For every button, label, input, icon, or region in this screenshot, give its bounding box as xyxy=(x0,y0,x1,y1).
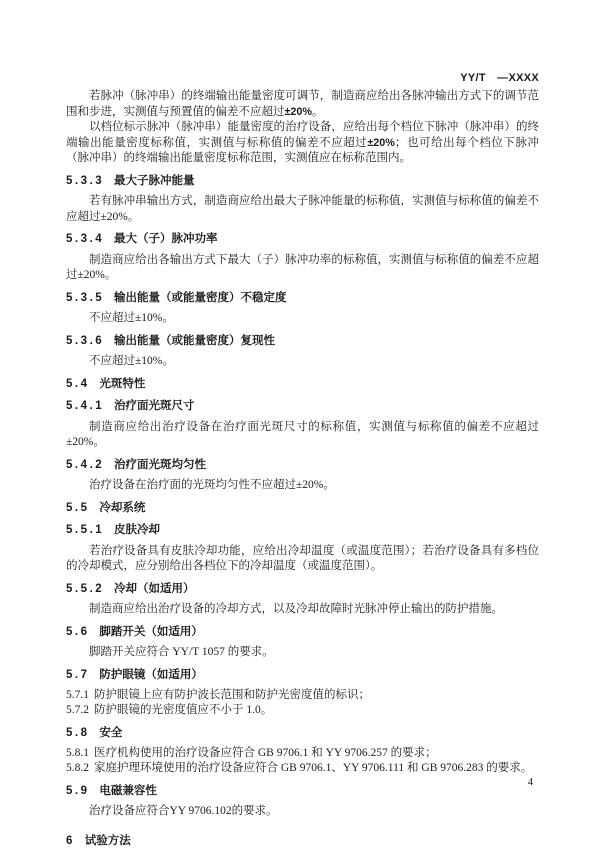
tolerance-value: ±20% xyxy=(284,105,313,118)
heading-title: 安全 xyxy=(99,726,123,739)
heading-number: 5.4 xyxy=(66,377,90,390)
intro-paragraph-2 xyxy=(66,120,539,167)
paragraph-text: 若脉冲（脉冲串）的终端输出能量密度可调节，制造商应给出各脉冲输出方式下的调节范围和步进，实测值与预置值的偏差不应超过 xyxy=(66,90,539,118)
section-body-5-3-3: 若有脉冲串输出方式，制造商应给出最大子脉冲能量的标称值，实测值与标称值的偏差不应超过±20%。 xyxy=(66,195,539,223)
doc-number-header: YY/T —XXXX xyxy=(460,72,539,84)
section-heading-5-4-2 xyxy=(66,458,539,474)
chapter-heading-6 xyxy=(66,834,539,848)
heading-number: 5.5 xyxy=(66,501,90,514)
section-heading-5-5-2 xyxy=(66,582,539,598)
section-body-5-3-4: 制造商应给出各输出方式下最大（子）脉冲功率的标称值，实测值与标称值的偏差不应超过±20%。 xyxy=(66,253,539,281)
section-heading-5-8 xyxy=(66,726,539,742)
section-body-5-5-2: 制造商应给出治疗设备的冷却方式，以及冷却故障时光脉冲停止输出的防护措施。 xyxy=(89,603,503,615)
clause-line-5-8-2 xyxy=(66,761,539,776)
heading-number: 5.9 xyxy=(66,784,90,797)
section-heading-5-3-5 xyxy=(66,291,539,307)
heading-title: 治疗面光斑均匀性 xyxy=(114,458,206,471)
section-heading-5-9 xyxy=(66,784,539,800)
paragraph-text: ；也可给出每个档位下脉冲（脉冲串）的终端输出能量密度标称范围，实测值应在标称范围内。 xyxy=(66,136,540,164)
heading-number: 5.3.5 xyxy=(66,291,105,304)
clause-text: 防护眼镜的光密度值应不小于 1.0。 xyxy=(94,704,273,717)
clause-number: 5.7.2 xyxy=(66,704,89,717)
paragraph-text: 。 xyxy=(312,105,324,118)
section-heading-5-7 xyxy=(66,668,539,684)
heading-number: 5.7 xyxy=(66,668,90,681)
heading-title: 最大（子）脉冲功率 xyxy=(114,233,218,245)
heading-number: 5.6 xyxy=(66,625,90,638)
clause-text: 医疗机构使用的治疗设备应符合 GB 9706.1 和 YY 9706.257 的要求； xyxy=(94,747,437,760)
section-heading-5-3-3 xyxy=(66,174,539,190)
clause-text: 家庭护理环境使用的治疗设备应符合 GB 9706.1、YY 9706.111 和 GB 9706.283 的要求。 xyxy=(94,762,533,775)
heading-number: 5.5.2 xyxy=(66,582,105,595)
section-heading-5-4 xyxy=(66,377,539,393)
page-number: 4 xyxy=(527,777,533,788)
heading-number: 5.3.4 xyxy=(66,233,105,245)
clause-number: 5.8.2 xyxy=(66,762,89,775)
clause-text: 防护眼镜上应有防护波长范围和防护光密度值的标识； xyxy=(94,689,370,701)
heading-title: 皮肤冷却 xyxy=(114,524,160,536)
heading-title: 防护眼镜（如适用） xyxy=(99,668,203,681)
heading-title: 电磁兼容性 xyxy=(99,784,157,797)
paragraph-text: 以档位标示脉冲（脉冲串）能量密度的治疗设备，应给出每个档位下脉冲（脉冲串）的终端输出能量密度标称值，实测值与标称值的偏差不应超过 xyxy=(66,121,539,149)
heading-number: 5.8 xyxy=(66,726,90,739)
heading-title: 输出能量（或能量密度）不稳定度 xyxy=(114,291,287,304)
clause-number: 5.7.1 xyxy=(66,689,89,701)
clause-line-5-8-1 xyxy=(66,746,539,761)
section-body-5-4-1: 制造商应给出治疗设备在治疗面光斑尺寸的标称值，实测值与标称值的偏差不应超过±20%。 xyxy=(66,420,539,448)
clause-line-5-7-1 xyxy=(66,688,539,703)
section-body-5-3-5: 不应超过±10%。 xyxy=(89,312,174,324)
tolerance-value: ±20% xyxy=(367,136,395,149)
heading-number: 6 xyxy=(66,834,75,847)
heading-title: 试验方法 xyxy=(84,834,131,847)
heading-title: 最大子脉冲能量 xyxy=(114,174,195,187)
content-area xyxy=(66,89,539,848)
section-body-5-3-6: 不应超过±10%。 xyxy=(89,355,174,367)
heading-title: 输出能量（或能量密度）复现性 xyxy=(114,334,275,347)
section-heading-5-3-6 xyxy=(66,334,539,350)
heading-number: 5.3.3 xyxy=(66,174,105,187)
intro-paragraph-1 xyxy=(66,89,539,120)
section-body-5-4-2: 治疗设备在治疗面的光斑均匀性不应超过±20%。 xyxy=(89,479,335,491)
section-heading-5-5-1 xyxy=(66,523,539,539)
section-heading-5-5 xyxy=(66,501,539,517)
section-heading-5-3-4 xyxy=(66,232,539,248)
section-body-5-9: 治疗设备应符合YY 9706.102的要求。 xyxy=(89,805,278,818)
heading-title: 治疗面光斑尺寸 xyxy=(114,400,195,412)
section-heading-5-6 xyxy=(66,625,539,641)
heading-number: 5.3.6 xyxy=(66,334,105,347)
heading-number: 5.4.1 xyxy=(66,400,105,412)
section-body-5-5-1: 若治疗设备具有皮肤冷却功能，应给出冷却温度（或温度范围）；若治疗设备具有多档位的冷却模式，应分别给出各档位下的冷却温度（或温度范围）。 xyxy=(66,544,539,572)
clause-line-5-7-2 xyxy=(66,703,539,718)
section-body-5-6: 脚踏开关应符合 YY/T 1057 的要求。 xyxy=(89,646,274,658)
heading-number: 5.4.2 xyxy=(66,458,105,471)
heading-title: 脚踏开关（如适用） xyxy=(99,625,203,638)
clause-number: 5.8.1 xyxy=(66,747,89,760)
heading-title: 冷却系统 xyxy=(99,501,146,514)
heading-title: 冷却（如适用） xyxy=(114,582,195,595)
section-heading-5-4-1 xyxy=(66,399,539,415)
heading-number: 5.5.1 xyxy=(66,524,105,536)
heading-title: 光斑特性 xyxy=(99,377,146,390)
